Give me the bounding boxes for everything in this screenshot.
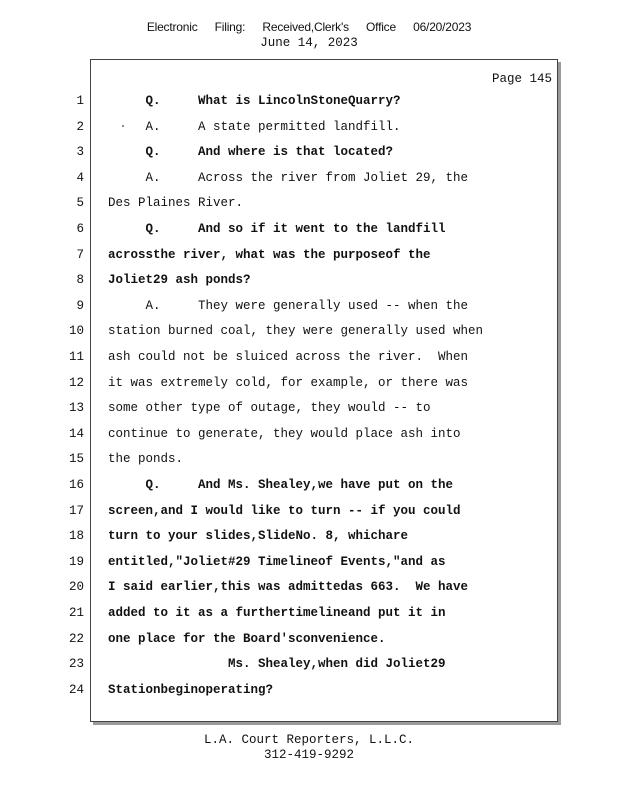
transcript-line [0,555,618,575]
transcript-line [0,196,618,216]
line-number: 23 [68,657,84,672]
line-number: 18 [68,529,84,544]
page-number: Page 145 [491,72,552,86]
electronic-filing-header [0,20,618,34]
line-number: 4 [76,170,84,185]
transcript-line [0,376,618,396]
transcript-line [0,478,618,498]
line-text: some other type of outage, they would -- to [108,401,431,416]
transcript-line [0,324,618,344]
line-number: 17 [68,503,84,518]
line-text: acrossthe river, what was the purposeof the [108,247,431,262]
line-number: 19 [68,554,84,569]
line-number: 5 [76,196,84,211]
line-number: 16 [68,478,84,492]
line-number: 1 [76,94,84,108]
deposition-date: June 14, 2023 [260,36,358,50]
line-text: Q. And where is that located? [108,145,394,160]
line-text: screen,and I would like to turn -- if you could [108,503,461,518]
transcript-line [0,683,618,703]
court-reporter-name: L.A. Court Reporters, L.L.C. [203,733,415,747]
line-text: the ponds. [108,452,184,467]
line-number: 22 [68,631,84,646]
line-number: 20 [68,580,84,595]
line-text: entitled,"Joliet#29 Timelineof Events,"and as [108,554,446,569]
line-text: one place for the Board'sconvenience. [108,631,386,646]
transcript-line [0,452,618,472]
line-text: A. They were generally used -- when the [108,298,469,313]
line-number: 11 [68,350,84,364]
line-text: it was extremely cold, for example, or there was [108,375,469,390]
line-text: Ms. Shealey,when did Joliet29 [108,657,446,672]
line-number: 12 [68,375,84,390]
filing-electronic: Electronic [146,20,198,34]
line-number: 15 [68,452,84,467]
line-number: 13 [68,401,84,416]
line-text: Q. And so if it went to the landfill [108,222,446,236]
line-number: 10 [68,324,84,339]
transcript-line [0,120,618,140]
line-number: 3 [76,145,84,160]
line-text: Stationbeginoperating? [108,682,274,697]
line-number: 14 [68,426,84,441]
line-text: continue to generate, they would place ash into [108,426,461,441]
line-number: 6 [76,222,84,236]
transcript-line [0,299,618,319]
line-text: turn to your slides,SlideNo. 8, whichare [108,529,409,544]
transcript-line [0,606,618,626]
line-number: 7 [76,247,84,262]
line-text: A. A state permitted landfill. [108,119,401,134]
transcript-line [0,273,618,293]
line-text: ash could not be sluiced across the river. When [108,350,469,364]
line-number: 9 [76,298,84,313]
transcript-line [0,504,618,524]
filing-office: Office [366,20,396,34]
line-text: station burned coal, they were generally used when [108,324,484,339]
transcript-line [0,632,618,652]
line-text: Q. What is LincolnStoneQuarry? [108,94,401,108]
transcript-line [0,171,618,191]
transcript-line [0,529,618,549]
line-number: 21 [68,606,84,620]
line-text: Joliet29 ash ponds? [108,273,251,288]
line-text: Des Plaines River. [108,196,244,211]
transcript-line [0,350,618,370]
transcript-line [0,427,618,447]
transcript-line [0,580,618,600]
line-text: A. Across the river from Joliet 29, the [108,170,469,185]
line-number: 2 [76,119,84,134]
filing-date: 06/20/2023 [413,20,472,34]
line-text: I said earlier,this was admittedas 663. We have [108,580,469,595]
transcript-line [0,94,618,114]
transcript-line [0,248,618,268]
line-number: 24 [68,682,84,697]
line-text: Q. And Ms. Shealey,we have put on the [108,478,454,492]
court-reporter-phone: 312-419-9292 [263,748,354,762]
transcript-line [0,145,618,165]
transcript-line [0,222,618,242]
transcript-line [0,657,618,677]
line-number: 8 [76,273,84,288]
transcript-line [0,401,618,421]
filing-label: Filing: [214,20,246,34]
line-text: added to it as a furthertimelineand put it in [108,606,446,620]
filing-received: Received,Clerk's [262,20,349,34]
